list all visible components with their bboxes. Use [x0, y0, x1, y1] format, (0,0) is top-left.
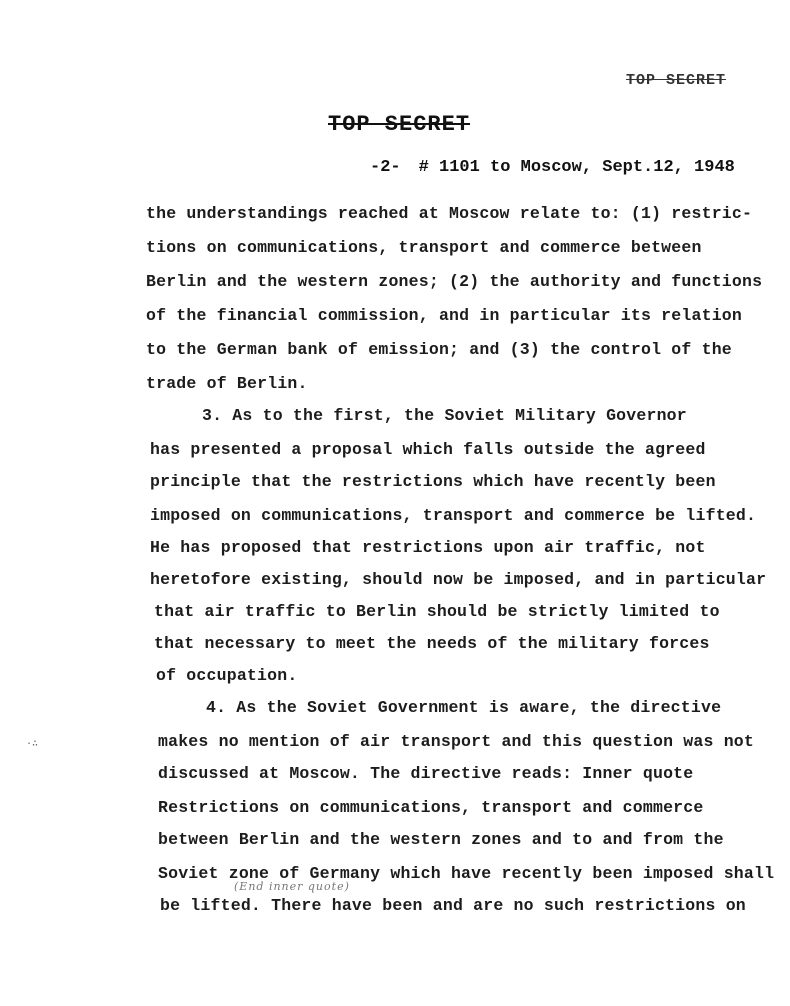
body-line: Restrictions on communications, transport and commerce	[158, 798, 704, 817]
body-line: He has proposed that restrictions upon air traffic, not	[150, 538, 706, 557]
body-line: to the German bank of emission; and (3) the control of the	[146, 340, 732, 359]
margin-speck-icon: ·∴	[26, 739, 39, 750]
body-line: between Berlin and the western zones and to and from the	[158, 830, 724, 849]
corner-classification-mark: TOP SECRET	[626, 72, 727, 89]
body-line: trade of Berlin.	[146, 374, 308, 393]
handwritten-annotation: (End inner quote)	[234, 880, 350, 893]
body-line: of occupation.	[156, 666, 298, 685]
body-line: imposed on communications, transport and commerce be lifted.	[150, 506, 757, 525]
body-line: Soviet zone of Germany which have recently been imposed shall	[158, 864, 775, 883]
body-line: of the financial commission, and in particular its relation	[146, 306, 742, 325]
telegram-reference: # 1101 to Moscow, Sept.12, 1948	[418, 158, 735, 177]
paragraph-3-start: 3. As to the first, the Soviet Military Governor	[202, 406, 687, 425]
body-line: heretofore existing, should now be imposed, and in particular	[150, 570, 767, 589]
page-header	[370, 158, 735, 177]
body-line: that air traffic to Berlin should be strictly limited to	[154, 602, 720, 621]
body-line: principle that the restrictions which have recently been	[150, 472, 716, 491]
classification-heading: TOP SECRET	[328, 112, 471, 137]
body-line: that necessary to meet the needs of the military forces	[154, 634, 710, 653]
body-line: makes no mention of air transport and this question was not	[158, 732, 754, 751]
body-line: Berlin and the western zones; (2) the authority and functions	[146, 272, 763, 291]
body-line: discussed at Moscow. The directive reads: Inner quote	[158, 764, 694, 783]
page-number: -2-	[370, 158, 401, 177]
body-line: has presented a proposal which falls outside the agreed	[150, 440, 706, 459]
paragraph-4-start: 4. As the Soviet Government is aware, the directive	[206, 698, 722, 717]
body-line: the understandings reached at Moscow relate to: (1) restric-	[146, 204, 753, 223]
body-line: be lifted. There have been and are no such restrictions on	[160, 896, 746, 915]
body-line: tions on communications, transport and commerce between	[146, 238, 702, 257]
